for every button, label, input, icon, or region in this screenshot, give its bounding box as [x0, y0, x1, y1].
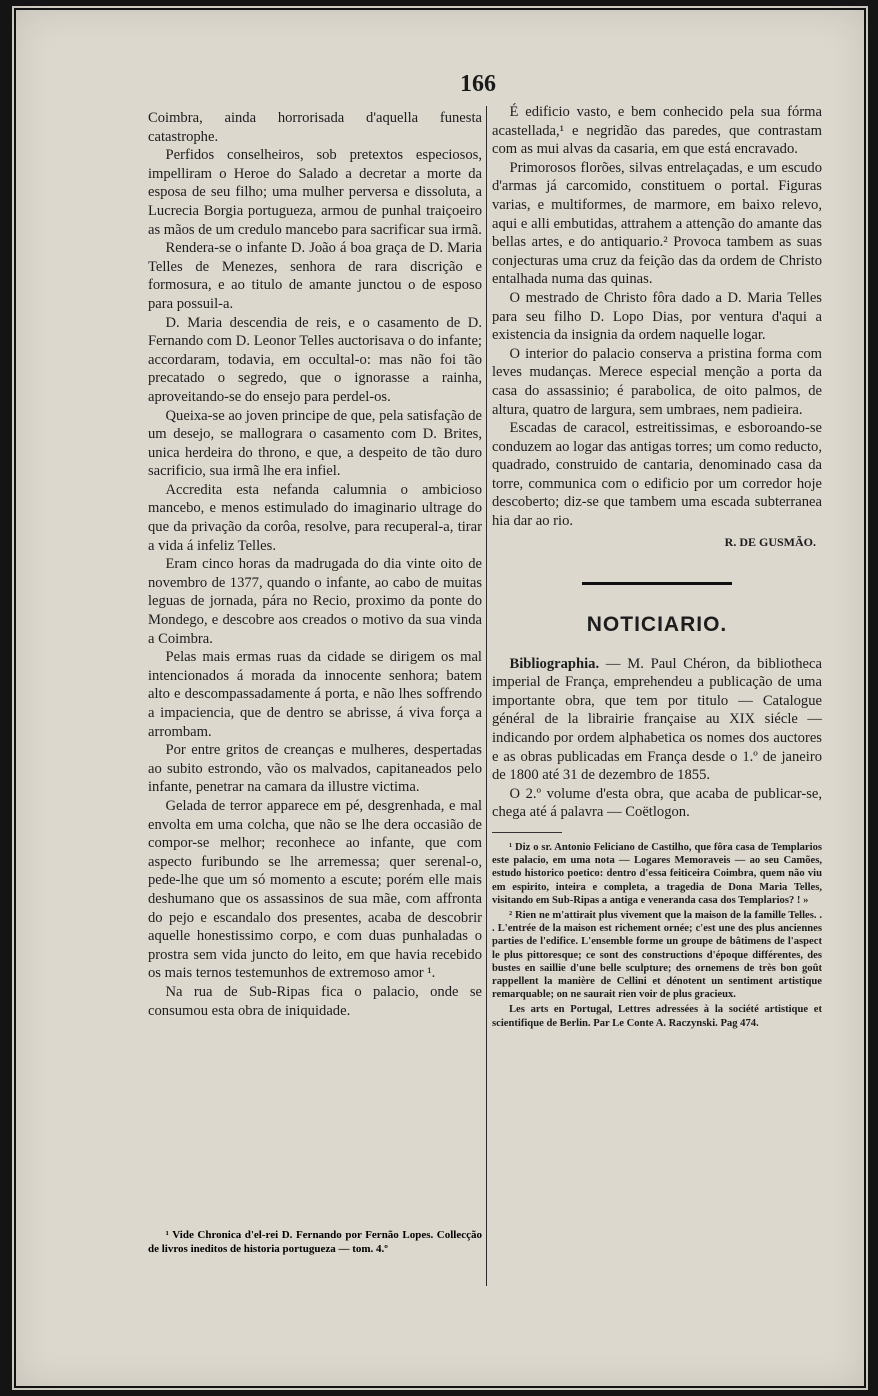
left-footnote: ¹ Vide Chronica d'el-rei D. Fernando por Fernão Lopes. Collecção de livros ineditos de historia portugueza — tom. 4.º [148, 1229, 482, 1255]
right-paragraph: Primorosos florões, silvas entrelaçadas, e um escudo d'armas já carcomido, constituem o portal. Figuras varias, e multiformes, de marmore, em baixo relevo, aqui e alli embutidas, attrahem a attenção do amante das bellas artes, e do antiquario.² Provoca tambem as suas conjecturas uma cruz da feição das da ordem de Christo entalhada numa das quinas. [492, 159, 822, 288]
newspaper-page [12, 6, 868, 1390]
left-paragraph: Na rua de Sub-Ripas fica o palacio, onde se consumou esta obra de iniquidade. [148, 983, 482, 1019]
bibliography-label: Bibliographia. [509, 655, 600, 672]
bibliography-text: — M. Paul Chéron, da bibliotheca imperial de França, emprehendeu a publicação de uma importante obra, que tem por titulo — Catalogue général de la librairie française au XIX siécle — indicando por ordem alphabetica os nomes dos auctores e as obras publicadas em França desde o 1.º de janeiro de 1800 até 31 de dezembro de 1855. [492, 655, 822, 784]
footnote: ² Rien ne m'attirait plus vivement que la maison de la famille Telles. . . L'entrée de la maison est richement ornée; c'est une des plus anciennes parties de l'edifice. L'ensemble forme un groupe de bâtimens de l'aspect le plus pittoresque; ce sont des constructions d'époque différentes, des bustes en saillie d'une belle sculpture; des ornemens de très bon goût rappellent la manière de Cellini et dénotent un sentiment artistique remarquable; on ne saurait rien voir de plus gracieux. [492, 910, 822, 1001]
left-paragraph: Pelas mais ermas ruas da cidade se dirigem os mal intencionados á morada da innocente senhora; batem alto e descompassadamente á porta, e não lhes soffrendo a impaciencia, que de dentro se abrisse, á viva força a arrombam. [148, 649, 482, 740]
right-paragraph: O mestrado de Christo fôra dado a D. Maria Telles para seu filho D. Lopo Dias, por ventura d'aqui a existencia da insignia da ordem naquelle logar. [492, 289, 822, 344]
left-paragraph: Rendera-se o infante D. João á boa graça de D. Maria Telles de Menezes, senhora de rara discrição e formosura, e ao titulo de amante junctou o de esposo para possuil-a. [148, 240, 482, 312]
right-column [492, 103, 822, 1032]
bibliography-paragraph [492, 655, 822, 785]
left-paragraph: Queixa-se ao joven principe de que, pela satisfação de um desejo, se mallograra o casamento com D. Brites, unica herdeira do throno, e que, a despeito de tão duro sacrificio, sua irmã lhe era infiel. [148, 407, 482, 480]
footnote: Les arts en Portugal, Lettres adressées à la société artistique et scientifique de Berlin. Par Le Conte A. Raczynski. Pag 474. [492, 1004, 822, 1029]
right-paragraph: Escadas de caracol, estreitissimas, e esboroando-se conduzem ao logar das antigas torres; um como reducto, quadrado, construido de cantaria, denominado casa da torre, communica com o edificio por um corredor hoje descoberto; diz-se que tambem uma escada subterranea hia dar ao rio. [492, 420, 822, 530]
bibliography-paragraph-2: O 2.º volume d'esta obra, que acaba de publicar-se, chega até á palavra — Coëtlogon. [492, 785, 822, 821]
left-paragraph: Gelada de terror apparece em pé, desgrenhada, e mal envolta em uma colcha, que não se lhe dera occasião de compor-se melhor; reconhece ao infante, que com aspecto furibundo se lhe arremessa; quer serenal-o, pede-lhe que um só momento a escute; porém elle mais deshumano que os assassinos de sua mãe, com affronta do pejo e escandalo dos presentes, acaba de descobrir aquelle honestissimo corpo, e com duas punhaladas o prostra sem vida juncto do leito, em que havia recebido os mais ternos testemunhos de extremoso amor ¹. [148, 797, 482, 982]
author-signature: R. DE GUSMÃO. [724, 534, 816, 549]
section-separator [582, 582, 732, 585]
right-paragraph: É edificio vasto, e bem conhecido pela sua fórma acastellada,¹ e negridão das paredes, que contrastam com as mui alvas da casaria, em que está encravado. [492, 104, 822, 158]
footnote-rule [492, 832, 562, 833]
page-number: 166 [460, 71, 496, 97]
right-paragraph: O interior do palacio conserva a pristina forma com leves mudanças. Merece especial menção a porta da casa do assassinio; é parabolica, de oito palmos, de altura, quatro de largura, sem umbraes, nem padieira. [492, 345, 822, 418]
left-footnote-block [148, 1228, 482, 1258]
column-divider [486, 106, 487, 1286]
left-paragraph: Coimbra, ainda horrorisada d'aquella funesta catastrophe. [148, 110, 482, 145]
left-paragraph: Perfidos conselheiros, sob pretextos especiosos, impelliram o Heroe do Salado a decretar a morte da esposa de seu filho; uma mulher perversa e dissoluta, a Lucrecia Borgia portugueza, armou de punhal traiçoeiro as mãos de um credulo mancebo para sacrificar sua irmã. [148, 147, 482, 238]
left-paragraph: Accredita esta nefanda calumnia o ambicioso mancebo, e menos estimulado do imaginario ultrage do que da privação da corôa, resolve, para recuperal-a, tirar a vida á infeliz Telles. [148, 481, 482, 554]
right-footnotes [492, 832, 822, 1030]
left-paragraph: Por entre gritos de creanças e mulheres, despertadas ao subito estrondo, vão os malvados, capitaneados pelo infante, penetrar na camara da illustre victima. [148, 742, 482, 796]
section-heading: NOTICIARIO. [586, 612, 728, 636]
left-column [148, 109, 482, 1020]
footnote: ¹ Diz o sr. Antonio Feliciano de Castilho, que fôra casa de Templarios este palacio, em uma nota — Logares Memoraveis — ao seu Camões, estudo historico poetico: dentro d'essa feiticeira Coimbra, quem não viu em espirito, inteira e completa, a tragedia de Dona Maria Telles, visitando em Sub-Ripas a antiga e veneranda casa dos Templarios? ! » [492, 842, 822, 906]
left-paragraph: Eram cinco horas da madrugada do dia vinte oito de novembro de 1377, quando o infante, ao cabo de muitas leguas de jornada, pára no Recio, proximo da ponte do Mondego, e descobre aos creados o motivo da sua vinda a Coimbra. [148, 556, 482, 647]
left-paragraph: D. Maria descendia de reis, e o casamento de D. Fernando com D. Leonor Telles auctorisava o do infante; accordaram, todavia, em occultal-o: mas não foi tão precatado o segredo, que o ignorasse a rainha, aproveitando-se do ensejo para perdel-os. [148, 314, 482, 405]
